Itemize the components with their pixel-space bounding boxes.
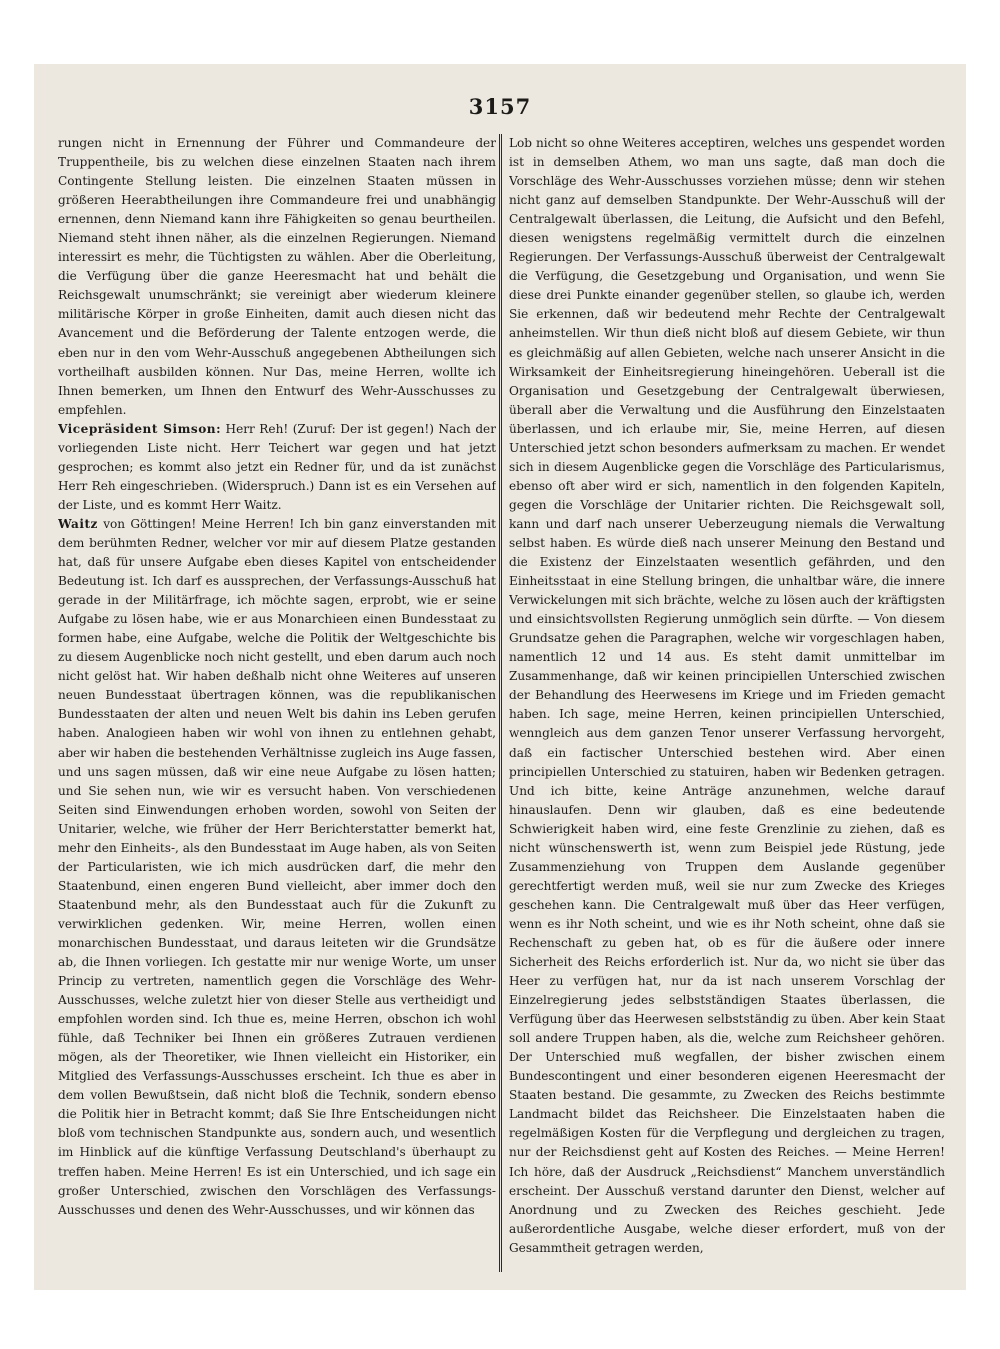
speech-text: Herr Reh! (Zuruf: Der ist gegen!) Nach der vorliegenden Liste nicht. Herr Teichert war gegen und hat jetzt gesprochen; es kommt also jetzt ein Redner für, und da ist zunächst Herr Reh eingeschrieben. (Widerspruch.) Dann ist es ein Versehen auf der Liste, und es kommt Herr Waitz. [58,421,496,512]
scanned-page [34,64,966,1290]
speech-text: von Göttingen! Meine Herren! Ich bin ganz einverstanden mit dem berühmten Redner, welcher vor mir auf diesem Platze gestanden hat, daß für unsere Aufgabe eben dieses Kapitel von entscheidender Bedeutung ist. Ich darf es aussprechen, der Verfassungs-Ausschuß hat gerade in der Militärfrage, ich möchte sagen, erprobt, wie er seine Aufgabe zu lösen habe, wie er aus Monarchieen einen Bundesstaat zu formen habe, eine Aufgabe, welche die Politik der Weltgeschichte bis zu diesem Augenblicke noch nicht gestellt, und eben darum auch noch nicht gelöst hat. Wir haben deßhalb nicht ohne Weiteres auf unseren neuen Bundesstaat übertragen können, was die republikanischen Bundesstaaten der alten und neuen Welt bis dahin ins Leben gerufen haben. Analogieen haben wir wohl von ihnen zu entlehnen gehabt, aber wir haben die bestehenden Verhältnisse zugleich ins Auge fassen, und uns sagen müssen, daß wir eine neue Aufgabe zu lösen hatten; und Sie sehen nun, wie wir es versucht haben. Von verschiedenen Seiten sind Einwendungen erhoben worden, sowohl von Seiten der Unitarier, welche, wie früher der Herr Berichterstatter bemerkt hat, mehr den Einheits-, als den Bundesstaat im Auge haben, als von Seiten der Particularisten, wie ich mich ausdrücken darf, die mehr den Staatenbund, einen engeren Bund vielleicht, aber immer doch den Staatenbund mehr, als den Bundesstaat auch für die Zukunft zu verwirklichen gedenken. Wir, meine Herren, wollen einen monarchischen Bundesstaat, und daraus leiteten wir die Grundsätze ab, die Ihnen vorliegen. Ich gestatte mir nur wenige Worte, um unser Princip zu vertreten, namentlich gegen die Vorschläge des Wehr-Ausschusses, welche zuletzt hier von dieser Stelle aus vertheidigt und empfohlen worden sind. Ich thue es, meine Herren, obschon ich wohl fühle, daß Techniker bei Ihnen ein größeres Zutrauen verdienen mögen, als der Theoretiker, wie Ihnen vielleicht ein Historiker, ein Mitglied des Verfassungs-Ausschusses erscheint. Ich thue es aber in dem vollen Bewußtsein, daß nicht bloß die Technik, sondern ebenso die Politik hier in Betracht kommt; daß Sie Ihre Entscheidungen nicht bloß vom technischen Standpunkte aus, sondern auch, und wesentlich im Hinblick auf die künftige Verfassung Deutschland's überhaupt zu treffen haben. Meine Herren! Es ist ein Unterschied, und ich sage ein großer Unterschied, zwischen den Vorschlägen des Verfassungs-Ausschusses und denen des Wehr-Ausschusses, und wir können das [58,516,496,1217]
column-divider [499,134,502,1272]
paragraph: rungen nicht in Ernennung der Führer und Commandeure der Truppentheile, bis zu welchen diese einzelnen Staaten nach ihrem Contingente Stellung leisten. Die einzelnen Staaten müssen in größeren Heerabtheilungen ihre Commandeure frei und unabhängig ernennen, denn Niemand kann ihre Fähigkeiten so genau beurtheilen. Niemand steht ihnen näher, als die einzelnen Regierungen. Niemand interessirt es mehr, die Tüchtigsten zu wählen. Aber die Oberleitung, die Verfügung über die ganze Heeresmacht hat und behält die Reichsgewalt unumschränkt; sie vereinigt aber wiederum kleinere militärische Körper in große Einheiten, damit auch diesen nicht das Avancement und die Beförderung der Talente entzogen werde, die eben nur in den vom Wehr-Ausschuß angegebenen Abtheilungen sich vortheilhaft ausbilden können. Nur Das, meine Herren, wollte ich Ihnen bemerken, um Ihnen den Entwurf des Wehr-Ausschusses zu empfehlen. [58,136,496,417]
page-number: 3157 [468,94,532,119]
right-column [509,134,945,1272]
paragraph [58,420,496,515]
speaker-name: Vicepräsident Simson: [58,421,222,436]
left-column [58,134,496,1272]
paragraph: Lob nicht so ohne Weiteres acceptiren, welches uns gespendet worden ist in demselben Athem, wo man uns sagte, daß man doch die Vorschläge des Wehr-Ausschusses vorziehen müsse; denn wir stehen nicht ganz auf demselben Standpunkte. Der Wehr-Ausschuß will der Centralgewalt überlassen, die Leitung, die Aufsicht und den Befehl, diesen wenigstens regelmäßig vermittelt durch die einzelnen Regierungen. Der Verfassungs-Ausschuß überweist der Centralgewalt die Verfügung, die Gesetzgebung und Organisation, und wenn Sie diese drei Punkte einander gegenüber stellen, so glaube ich, werden Sie erkennen, daß wir bedeutend mehr Rechte der Centralgewalt anheimstellen. Wir thun dieß nicht bloß auf diesem Gebiete, wir thun es gleichmäßig auf allen Gebieten, welche nach unserer Ansicht in die Wirksamkeit der Einheitsregierung hineingehören. Ueberall ist die Organisation und Gesetzgebung der Centralgewalt überwiesen, überall aber die Verwaltung und die Ausführung den Einzelstaaten überlassen, und ich erlaube mir, Sie, meine Herren, auf diesen Unterschied jetzt schon besonders aufmerksam zu machen. Er wendet sich in diesem Augenblicke gegen die Vorschläge des Particularismus, ebenso oft aber wird er sich, namentlich in den folgenden Kapiteln, gegen die Vorschläge der Unitarier richten. Die Reichsgewalt soll, kann und darf nach unserer Ueberzeugung niemals die Verwaltung selbst haben. Es würde dieß nach unserer Meinung den Bestand und die Existenz der Einzelstaaten wesentlich gefährden, und den Einheitsstaat in eine Stellung bringen, die unhaltbar wäre, die innere Verwickelungen mit sich brächte, welche zu lösen auch der kräftigsten und einsichtsvollsten Regierung unmöglich sein dürfte. — Von diesem Grundsatze gehen die Paragraphen, welche wir vorgeschlagen haben, namentlich 12 und 14 aus. Es steht damit unmittelbar im Zusammenhange, daß wir keinen principiellen Unterschied zwischen der Behandlung des Heerwesens im Kriege und im Frieden gemacht haben. Ich sage, meine Herren, keinen principiellen Unterschied, wenngleich aus dem ganzen Tenor unserer Verfassung hervorgeht, daß ein factischer Unterschied bestehen wird. Aber einen principiellen Unterschied zu statuiren, haben wir Bedenken getragen. Und ich bitte, keine Anträge anzunehmen, welche darauf hinauslaufen. Denn wir glauben, daß es eine bedeutende Schwierigkeit haben wird, eine feste Grenzlinie zu ziehen, daß es nicht wünschenswerth ist, wenn zum Beispiel jede Rüstung, jede Zusammenziehung von Truppen dem Auslande gegenüber gerechtfertigt werden muß, weil sie nur zum Zwecke des Krieges geschehen kann. Die Centralgewalt muß über das Heer verfügen, wenn es ihr Noth scheint, und wie es ihr Noth scheint, ohne daß sie Rechenschaft zu geben hat, ob es für die äußere oder innere Sicherheit des Reichs erforderlich ist. Nur da, wo nicht sie über das Heer zu verfügen hat, nur da ist nach unserem Vorschlag der Einzelregierung jedes selbstständigen Staates überlassen, die Verfügung über das Heerwesen selbstständig zu üben. Aber kein Staat soll andere Truppen haben, als die, welche zum Reichsheer gehören. Der Unterschied muß wegfallen, der bisher zwischen einem Bundescontingent und einer besonderen eigenen Heeresmacht der Staaten bestand. Die gesammte, zu Zwecken des Reichs bestimmte Landmacht bildet das Reichsheer. Die Einzelstaaten haben die regelmäßigen Kosten für die Verpflegung und dergleichen zu tragen, nur der Reichsdienst geht auf Kosten des Reiches. — Meine Herren! Ich höre, daß der Ausdruck „Reichsdienst“ Manchem unverständlich erscheint. Der Ausschuß verstand darunter den Dienst, welcher auf Anordnung und zu Zwecken des Reiches geschieht. Jede außerordentliche Ausgabe, welche dieser erfordert, muß von der Gesammtheit getragen werden, [509,136,945,1255]
paragraph [58,515,496,1220]
speaker-name: Waitz [58,516,98,531]
